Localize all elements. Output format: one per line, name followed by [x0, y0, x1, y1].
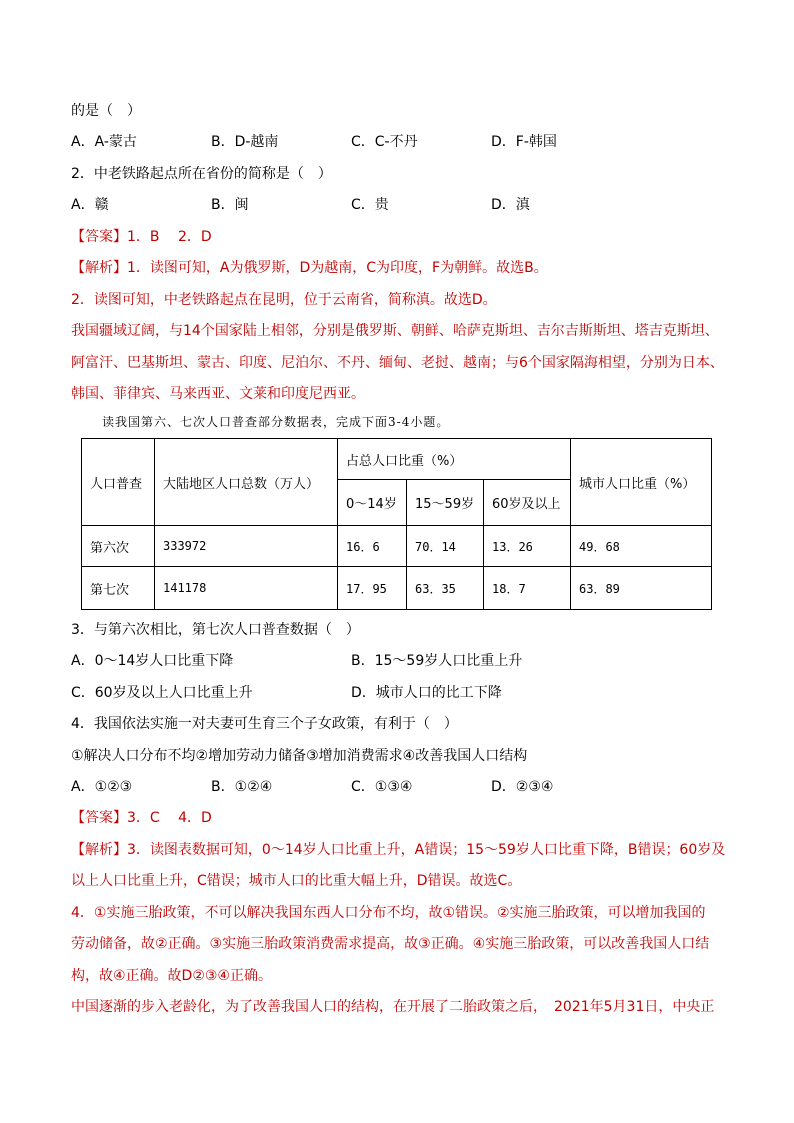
option-1b: B．D-越南 [211, 134, 279, 150]
question-2: 2．中老铁路起点所在省份的简称是（ ） [71, 166, 332, 182]
answer-text: 1．B 2．D [127, 229, 212, 245]
explanation-4-cont-2: 构，故④正确。故D②③④正确。 [71, 968, 272, 984]
closing-paragraph: 中国逐渐的步入老龄化，为了改善我国人口的结构，在开展了二胎政策之后， 2021年5月31日，中央正 [71, 999, 715, 1015]
row-label: 第七次 [82, 567, 155, 610]
option-3d: D．城市人口的比工下降 [351, 685, 502, 701]
explanation-4: 4．①实施三胎政策，不可以解决我国东西人口分布不均，故①错误。②实施三胎政策，可以增加我国的 [71, 905, 706, 921]
option-2b: B．闽 [211, 197, 249, 213]
option-2a: A．赣 [71, 197, 109, 213]
census-table [81, 438, 712, 610]
cell-total: 333972 [155, 526, 338, 567]
option-4a: A．①②③ [71, 779, 133, 795]
header-urban: 城市人口比重（%） [571, 439, 712, 526]
header-total: 大陆地区人口总数（万人） [155, 439, 338, 526]
question-1-tail: 的是（ ） [71, 103, 141, 119]
cell-age-15-59: 70．14 [407, 526, 484, 567]
explanation-3 [71, 840, 725, 860]
cell-urban: 63．89 [571, 567, 712, 610]
question-4: 4．我国依法实施一对夫妻可生育三个子女政策，有利于（ ） [71, 716, 458, 732]
cell-total: 141178 [155, 567, 338, 610]
explanation-2: 2．读图可知，中老铁路起点在昆明，位于云南省，简称滇。故选D。 [71, 292, 497, 308]
paragraph-line-3: 韩国、菲律宾、马来西亚、文莱和印度尼西亚。 [71, 386, 365, 402]
option-1c: C．C-不丹 [351, 134, 418, 150]
explanation-text: 1．读图可知，A为俄罗斯，D为越南，C为印度，F为朝鲜。故选B。 [127, 260, 548, 276]
option-1d: D．F-韩国 [491, 134, 557, 150]
answer-1-2 [71, 227, 212, 247]
table-caption: 读我国第六、七次人口普查部分数据表，完成下面3-4小题。 [102, 415, 450, 429]
answer-3-4 [71, 808, 212, 828]
explanation-tag: 【解析】 [71, 842, 127, 858]
explanation-1 [71, 258, 548, 278]
header-share: 占总人口比重（%） [338, 439, 571, 480]
answer-tag: 【答案】 [71, 810, 127, 826]
explanation-tag: 【解析】 [71, 260, 127, 276]
explanation-text: 3．读图表数据可知，0～14岁人口比重上升，A错误；15～59岁人口比重下降，B错误；60岁及 [127, 842, 726, 858]
option-4b: B．①②④ [211, 779, 273, 795]
option-3c: C．60岁及以上人口比重上升 [71, 685, 253, 701]
option-3b: B．15～59岁人口比重上升 [351, 653, 523, 669]
header-age-0-14: 0～14岁 [338, 480, 407, 526]
table-row [82, 567, 712, 610]
header-census: 人口普查 [82, 439, 155, 526]
explanation-4-cont-1: 劳动储备，故②正确。③实施三胎政策消费需求提高，故③正确。④实施三胎政策，可以改善我国人口结 [71, 936, 710, 952]
row-label: 第六次 [82, 526, 155, 567]
cell-age-15-59: 63．35 [407, 567, 484, 610]
option-2c: C．贵 [351, 197, 389, 213]
header-age-15-59: 15～59岁 [407, 480, 484, 526]
cell-urban: 49．68 [571, 526, 712, 567]
header-age-60plus: 60岁及以上 [484, 480, 571, 526]
option-3a: A．0～14岁人口比重下降 [71, 653, 234, 669]
option-4d: D．②③④ [491, 779, 554, 795]
question-3: 3．与第六次相比，第七次人口普查数据（ ） [71, 622, 360, 638]
cell-age-60plus: 18．7 [484, 567, 571, 610]
cell-age-60plus: 13．26 [484, 526, 571, 567]
paragraph-line-1: 我国疆域辽阔，与14个国家陆上相邻，分别是俄罗斯、朝鲜、哈萨克斯坦、吉尔吉斯斯坦、塔吉克斯坦、 [71, 323, 719, 339]
cell-age-0-14: 17．95 [338, 567, 407, 610]
paragraph-line-2: 阿富汗、巴基斯坦、蒙古、印度、尼泊尔、不丹、缅甸、老挝、越南；与6个国家隔海相望，分别为日本、 [71, 355, 724, 371]
answer-tag: 【答案】 [71, 229, 127, 245]
table-row [82, 526, 712, 567]
question-4-items: ①解决人口分布不均②增加劳动力储备③增加消费需求④改善我国人口结构 [71, 748, 528, 764]
option-1a: A．A-蒙古 [71, 134, 137, 150]
option-4c: C．①③④ [351, 779, 413, 795]
option-2d: D．滇 [491, 197, 530, 213]
answer-text: 3．C 4．D [127, 810, 212, 826]
explanation-3-cont: 以上人口比重上升，C错误；城市人口的比重大幅上升，D错误。故选C。 [71, 873, 522, 889]
cell-age-0-14: 16．6 [338, 526, 407, 567]
